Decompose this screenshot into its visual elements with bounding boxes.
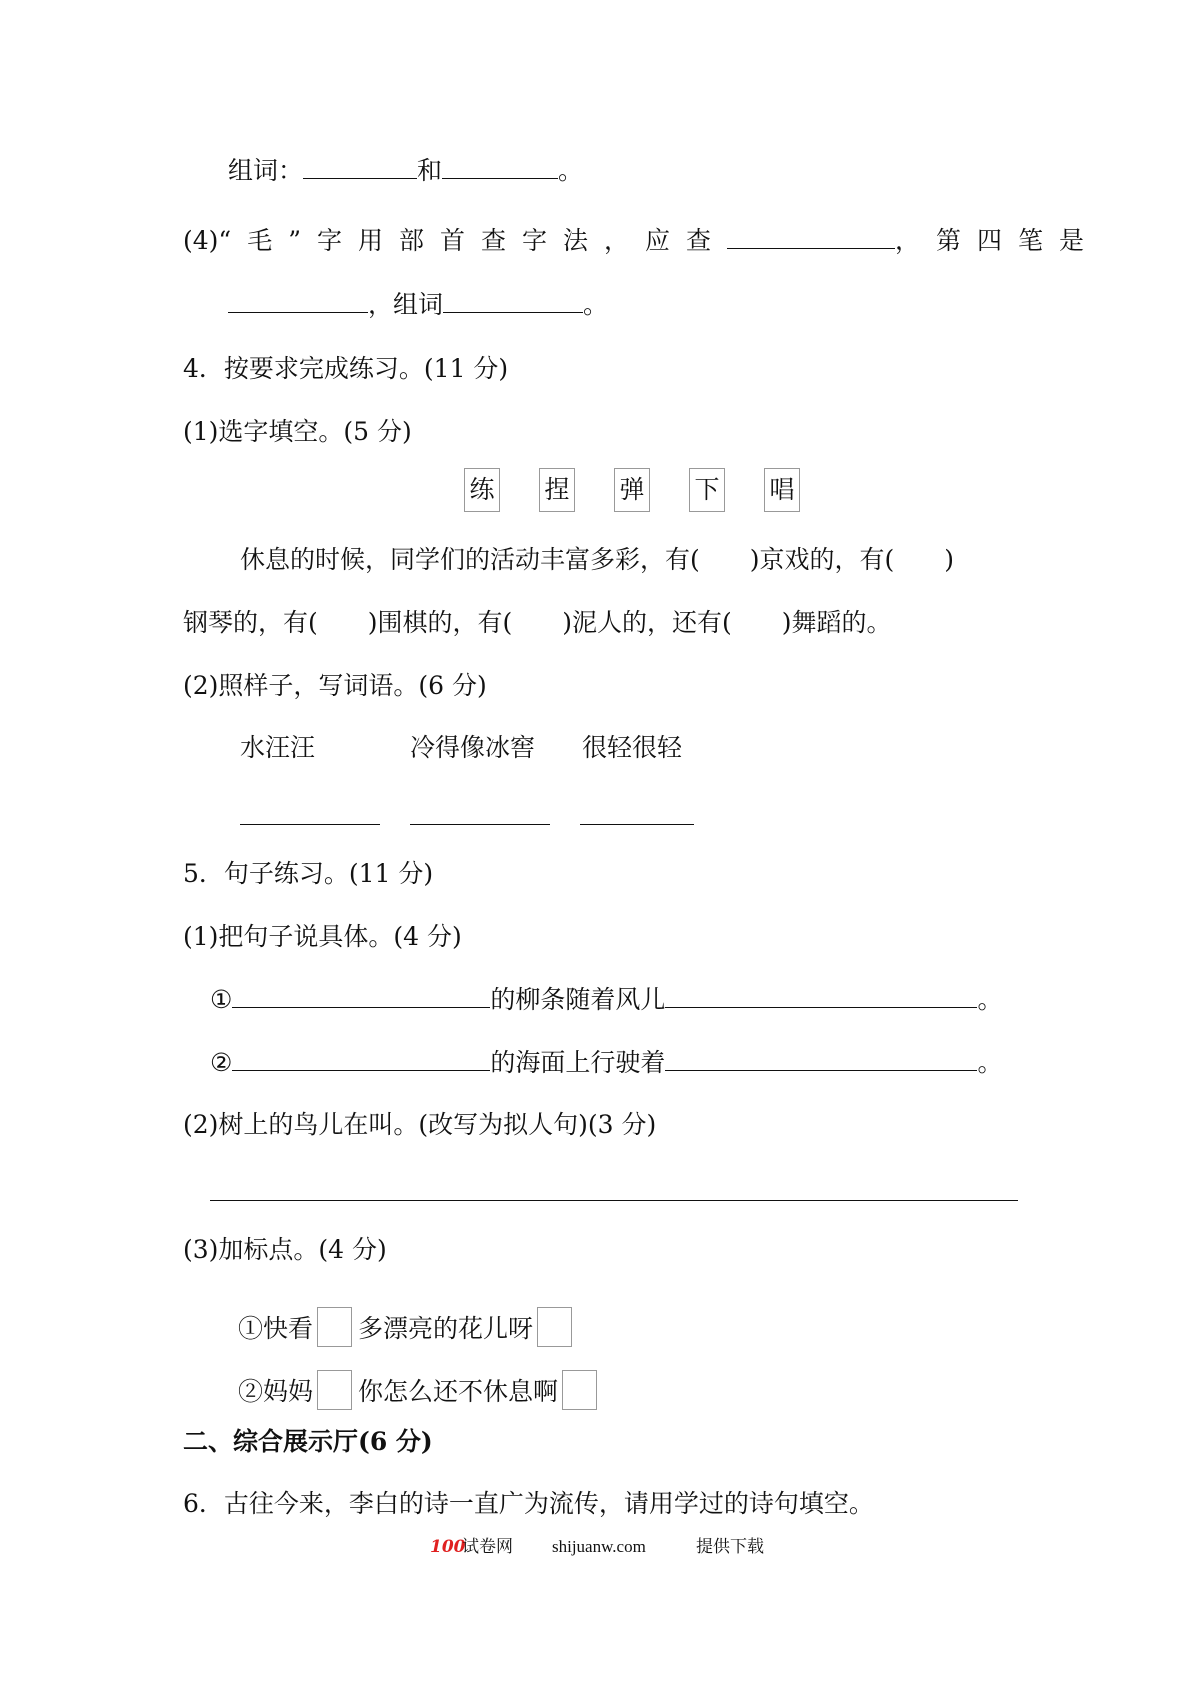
- footer: [0, 1533, 1191, 1561]
- q6-text: 6．古往今来，李白的诗一直广为流传，请用学过的诗句填空。: [183, 1489, 874, 1518]
- q4-sentence-line1: 休息的时候，同学们的活动丰富多彩，有( )京戏的，有( ): [240, 545, 955, 574]
- he-text: 和: [417, 156, 443, 185]
- example-word-3: 很轻很轻: [582, 733, 683, 762]
- char-box: 弹: [614, 468, 650, 512]
- provide-text: 提供下载: [696, 1537, 764, 1557]
- logo-text: 试卷网: [462, 1537, 513, 1557]
- punct-box[interactable]: [537, 1307, 572, 1347]
- zuci-label: 组词：: [228, 156, 304, 185]
- s1-blank-2[interactable]: [665, 985, 977, 1008]
- char-box: 捏: [539, 468, 575, 512]
- q4-sentence-line2: 钢琴的，有( )围棋的，有( )泥人的，还有( )舞蹈的。: [183, 608, 892, 637]
- punct-box[interactable]: [317, 1370, 352, 1410]
- q4-sub2: (2)照样子，写词语。(6 分): [183, 671, 487, 700]
- site-domain[interactable]: shijuanw.com: [552, 1537, 646, 1556]
- s2-text: 的海面上行驶着: [490, 1048, 666, 1077]
- q5-s1: [210, 983, 1002, 1017]
- zuci-blank-1[interactable]: [303, 156, 417, 179]
- example-word-1: 水汪汪: [240, 733, 316, 762]
- zuci-blank-3[interactable]: [443, 290, 583, 313]
- q5-title: 5．句子练习。(11 分): [183, 859, 434, 888]
- punct-text: ①快看: [238, 1314, 314, 1343]
- q3-part4-line: [183, 224, 1100, 258]
- part4-mid: ，第四笔是: [895, 226, 1101, 255]
- period: 。: [977, 1048, 1003, 1077]
- q5-s2: [210, 1046, 1002, 1080]
- punct-box[interactable]: [317, 1307, 352, 1347]
- punct-text: 多漂亮的花儿呀: [358, 1314, 534, 1343]
- q5-sub3: (3)加标点。(4 分): [183, 1235, 387, 1264]
- char-box: 唱: [764, 468, 800, 512]
- punct-box[interactable]: [562, 1370, 597, 1410]
- item-number: ②: [210, 1048, 233, 1077]
- part4-number: (4): [183, 226, 219, 255]
- period: 。: [558, 156, 584, 185]
- q3-part4-cont: [228, 288, 608, 322]
- radical-blank[interactable]: [727, 226, 895, 249]
- s2-blank-1[interactable]: [232, 1048, 490, 1071]
- char-box: 下: [689, 468, 725, 512]
- fourth-stroke-blank[interactable]: [228, 290, 368, 313]
- period: 。: [583, 290, 609, 319]
- q5-sub1: (1)把句子说具体。(4 分): [183, 922, 462, 951]
- zuci-line: [228, 154, 583, 188]
- char-box: 练: [464, 468, 500, 512]
- rewrite-answer-line[interactable]: [210, 1200, 1018, 1201]
- q5-sub2: (2)树上的鸟儿在叫。(改写为拟人句)(3 分): [183, 1110, 657, 1139]
- punct-text: 你怎么还不休息啊: [358, 1377, 559, 1406]
- s1-blank-1[interactable]: [232, 985, 490, 1008]
- punct-line-2: [238, 1370, 603, 1404]
- q4-sub1: (1)选字填空。(5 分): [183, 417, 412, 446]
- answer-blank-2[interactable]: [410, 824, 550, 825]
- logo: 100: [430, 1537, 466, 1557]
- part4-text: “毛”字用部首查字法，应查: [218, 226, 727, 255]
- answer-blank-3[interactable]: [580, 824, 694, 825]
- q4-title: 4．按要求完成练习。(11 分): [183, 354, 509, 383]
- answer-blank-1[interactable]: [240, 824, 380, 825]
- part4-cont: ，组词: [368, 290, 444, 319]
- s1-text: 的柳条随着风儿: [490, 985, 666, 1014]
- example-word-2: 冷得像冰窖: [410, 733, 536, 762]
- punct-text: ②妈妈: [238, 1377, 314, 1406]
- zuci-blank-2[interactable]: [442, 156, 558, 179]
- section2-title: 二、综合展示厅(6 分): [183, 1427, 433, 1456]
- item-number: ①: [210, 985, 233, 1014]
- period: 。: [977, 985, 1003, 1014]
- punct-line-1: [238, 1307, 578, 1341]
- s2-blank-2[interactable]: [665, 1048, 977, 1071]
